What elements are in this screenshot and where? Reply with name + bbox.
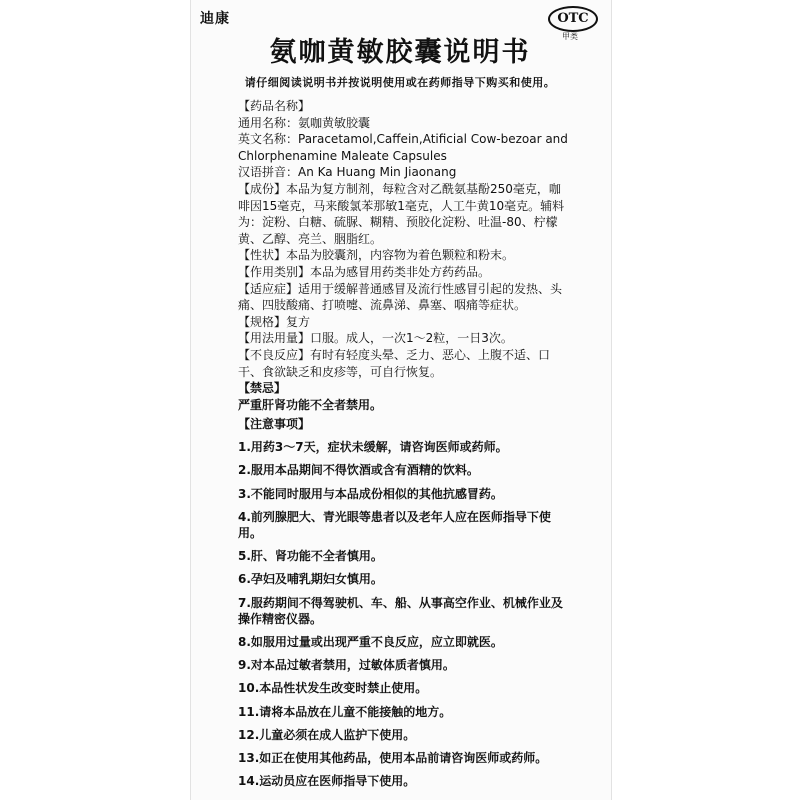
precaution-item: 2.服用本品期间不得饮酒或含有酒精的饮料。 bbox=[238, 463, 479, 478]
precaution-item: 1.用药3～7天，症状未缓解，请咨询医师或药师。 bbox=[238, 440, 508, 455]
section-precautions-header: 【注意事项】 bbox=[238, 417, 311, 432]
precaution-item: 13.如正在使用其他药品，使用本品前请咨询医师或药师。 bbox=[238, 750, 548, 765]
precaution-item: 10.本品性状发生改变时禁止使用。 bbox=[238, 681, 428, 696]
generic-name: 通用名称：氨咖黄敏胶囊 bbox=[238, 115, 371, 130]
document-title: 氨咖黄敏胶囊说明书 bbox=[269, 37, 531, 68]
precaution-item: 3.不能同时服用与本品成份相似的其他抗感冒药。 bbox=[238, 486, 503, 501]
otc-category-label: 甲类 bbox=[562, 32, 578, 41]
section-dosage: 【用法用量】口服。成人，一次1～2粒，一日3次。 bbox=[238, 331, 513, 346]
precaution-item: 9.对本品过敏者禁用，过敏体质者慎用。 bbox=[238, 658, 455, 673]
precaution-item: 11.请将本品放在儿童不能接触的地方。 bbox=[238, 704, 452, 719]
section-drug-name-header: 【药品名称】 bbox=[238, 99, 311, 113]
precautions-list bbox=[238, 439, 568, 789]
precaution-item: 6.孕妇及哺乳期妇女慎用。 bbox=[238, 572, 383, 587]
section-category: 【作用类别】本品为感冒用药类非处方药药品。 bbox=[238, 264, 491, 279]
section-composition: 【成份】本品为复方制剂，每粒含对乙酰氨基酚250毫克，咖啡因15毫克，马来酸氯苯那敏1毫克，人工牛黄10毫克。辅料为：淀粉、白糖、硫脲、糊精、预胶化淀粉、吐温-80、柠檬黄、乙醇、亮兰、胭脂红。 bbox=[238, 181, 565, 246]
precaution-item: 5.肝、肾功能不全者慎用。 bbox=[238, 549, 383, 564]
section-contraindications-header: 【禁忌】 bbox=[238, 381, 287, 396]
precaution-item: 4.前列腺肥大、青光眼等患者以及老年人应在医师指导下使用。 bbox=[238, 509, 551, 541]
otc-badge: OTC bbox=[548, 6, 598, 32]
brand-logo: 迪康 bbox=[200, 11, 230, 27]
leaflet-body bbox=[238, 98, 568, 789]
section-specification: 【规格】复方 bbox=[238, 314, 311, 329]
section-indications: 【适应症】适用于缓解普通感冒及流行性感冒引起的发热、头痛、四肢酸痛、打喷嚏、流鼻涕、鼻塞、咽痛等症状。 bbox=[238, 281, 563, 313]
precaution-item: 14.运动员应在医师指导下使用。 bbox=[238, 773, 416, 788]
precaution-item: 8.如服用过量或出现严重不良反应，应立即就医。 bbox=[238, 635, 503, 650]
pinyin-name: 汉语拼音：An Ka Huang Min Jiaonang bbox=[238, 165, 457, 180]
precaution-item: 7.服药期间不得驾驶机、车、船、从事高空作业、机械作业及操作精密仪器。 bbox=[238, 595, 563, 627]
section-adverse-reactions: 【不良反应】有时有轻度头晕、乏力、恶心、上腹不适、口干、食欲缺乏和皮疹等，可自行恢复。 bbox=[238, 347, 551, 379]
document-subtitle: 请仔细阅读说明书并按说明使用或在药师指导下购买和使用。 bbox=[244, 76, 556, 89]
section-character: 【性状】本品为胶囊剂，内容物为着色颗粒和粉末。 bbox=[238, 248, 515, 263]
english-name: 英文名称：Paracetamol,Caffein,Atificial Cow-bezoar and Chlorphenamine Maleate Capsules bbox=[238, 132, 568, 163]
precaution-item: 12.儿童必须在成人监护下使用。 bbox=[238, 727, 416, 742]
contraindications-text: 严重肝肾功能不全者禁用。 bbox=[238, 397, 383, 412]
